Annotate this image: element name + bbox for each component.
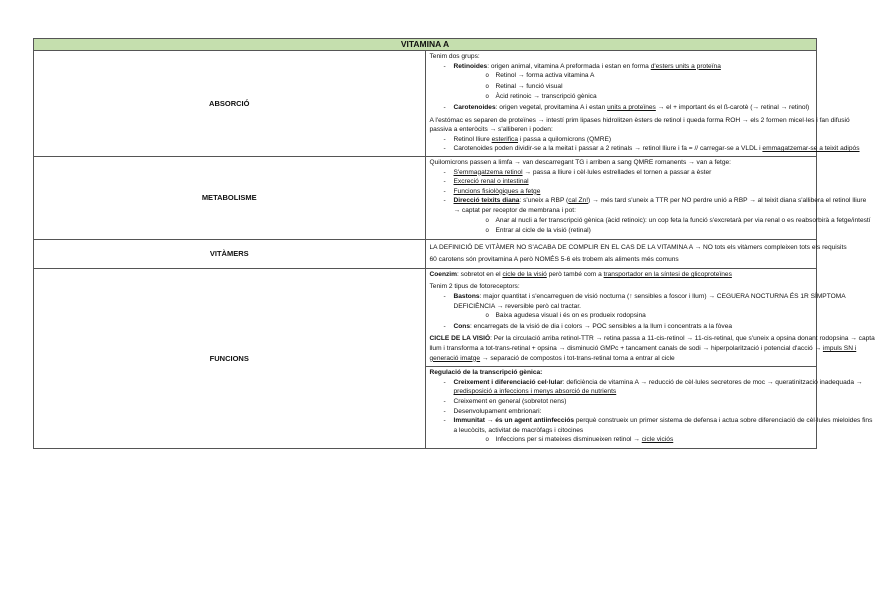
- text-line: A l'estómac es separen de proteïnes → intestí prim lipases hidrolitzen èsters de retinol i queda forma ROH → els 2 formen micel·les i fan difusió: [429, 116, 850, 124]
- list-item: o Entrar al cicle de la visió (retinal): [430, 226, 813, 237]
- list-item: - Creixement i diferenciació cel·lular: deficiència de vitamina A → reducció de cèl·lules secretores de moc → queratinització inadequada →: [430, 378, 813, 388]
- list-item: - Retinoides: origen animal, vitamina A preformada i estan en forma d'esters units a proteïna: [430, 62, 813, 72]
- content-metabolisme: [425, 156, 871, 239]
- text-line: passiva a enteròcits → s'alliberen i poden:: [429, 126, 553, 134]
- list-item: - Cons: encarregats de la visió de dia i colors → POC sensibles a la llum i concentrats a la fòvea: [430, 322, 813, 332]
- text-line: Quilomicrons passen a limfa → van descarregant TG i arriben a sang QMRE romanents → van a fetge:: [429, 158, 731, 166]
- list-item: - Creixement en general (sobretot nens): [430, 397, 813, 407]
- list-item: o Anar al nucli a fer transcripció gènica (àcid retinoic): un cop feta la funció s'excretarà per via renal o es reabsorbirà a fetge/intestí: [430, 216, 813, 227]
- text-line: DEFICIÈNCIA → reversible però cal tractar.: [453, 302, 582, 310]
- text-line: Tenim dos grups:: [429, 53, 480, 60]
- text-line: a leucòcits, activitat de macròfags i citocines: [453, 426, 584, 434]
- list-item: - Desenvolupament embrionari:: [430, 407, 813, 417]
- vitamin-a-table: [33, 38, 875, 449]
- list-item: - Immunitat → és un agent antiinfecciós perquè construeix un primer sistema de defensa i actua sobre diferenciació de cèl·lules mieloides fins: [430, 416, 813, 426]
- label-metabolisme: METABOLISME: [34, 156, 426, 239]
- list-item: - Direcció teixits diana: s'uneix a RBP (cal Zn!) → més tard s'uneix a TTR per NO perdre unió a RBP → al teixit diana s'allibera el retinol lliure: [430, 196, 813, 206]
- list-item: - Retinol lliure esterifica i passa a quilomicrons (QMRE): [430, 135, 813, 145]
- list-item: o Retinol → forma activa vitamina A: [430, 71, 813, 82]
- text-line: CICLE DE LA VISIÓ: Per la circulació arriba retinol-TTR → retina passa a 11-cis-retinol → 11-cis-retinal, que s'uneix a opsina donant rodopsina → capta: [429, 335, 875, 343]
- text-line: 60 carotens són provitamina A però NOMÉS 5-6 els trobem als aliments més comuns: [429, 256, 679, 264]
- list-item: - Excreció renal o intestinal: [430, 177, 813, 187]
- row-vitamers: [34, 239, 817, 268]
- list-item: - Carotenoides poden dividir-se a la meitat i passar a 2 retinals → retinol lliure i fa = // carregar-se a VLDL i emmagatzemar-se a teixit adipós: [430, 144, 813, 154]
- list-item: o Baixa agudesa visual i és on es produeix rodopsina: [430, 311, 813, 322]
- text-line: LA DEFINICIÓ DE VITÀMER NO S'ACABA DE COMPLIR EN EL CAS DE LA VITAMINA A → NO tots els vitàmers compleixen tots els requisits: [429, 243, 847, 251]
- list-item: - S'emmagatzema retinol → passa a lliure i cèl·lules estrellades el tornen a passar a èster: [430, 168, 813, 178]
- text-line: llum i transforma a tot-trans-retinal + opsina → disminució GMPc + tancament canals de sodi → hiperpolarització i potencial d'acció → impuls SN i: [429, 345, 857, 353]
- text-line: generació imatge → separació de compostos i tot-trans-retinal torna a entrar al cicle: [429, 354, 675, 362]
- content-vitamers: [425, 239, 847, 268]
- list-item: o Infeccions per si mateixes disminueixen retinol → cicle viciós: [430, 435, 813, 446]
- text-line: Regulació de la transcripció gènica:: [426, 366, 817, 378]
- label-vitamers: VITÀMERS: [34, 239, 426, 268]
- text-line: predisposició a infeccions i menys absorció de nutrients: [453, 388, 617, 396]
- row-metabolisme: [34, 156, 817, 239]
- text-line: Coenzim: sobretot en el cicle de la visió però també com a transportador en la síntesi de glicoproteïnes: [429, 270, 732, 278]
- list-item: - Bastons: major quantitat i s'encarreguen de visió nocturna (↑ sensibles a foscor i llum) → CEGUERA NOCTURNA ÉS 1R SÍMPTOMA: [430, 292, 813, 302]
- content-funcions: [425, 268, 875, 448]
- text-line: → captat per receptor de membrana i pot:: [453, 206, 576, 214]
- label-absorcio: ABSORCIÓ: [34, 51, 426, 157]
- content-absorcio: [425, 51, 860, 157]
- table-title: VITAMINA A: [34, 39, 817, 51]
- row-funcions: [34, 268, 817, 448]
- list-item: - Carotenoides: origen vegetal, provitamina A i estan units a proteïnes → el + important és el ß-carotè (→ retinal → retinol): [430, 103, 813, 113]
- label-funcions: FUNCIONS: [34, 268, 426, 448]
- list-item: - Funcions fisiològiques a fetge: [430, 187, 813, 197]
- list-item: o Àcid retinoic → transcripció gènica: [430, 92, 813, 103]
- list-item: o Retinal → funció visual: [430, 82, 813, 93]
- text-line: Tenim 2 tipus de fotoreceptors:: [429, 283, 520, 291]
- row-absorcio: [34, 51, 817, 157]
